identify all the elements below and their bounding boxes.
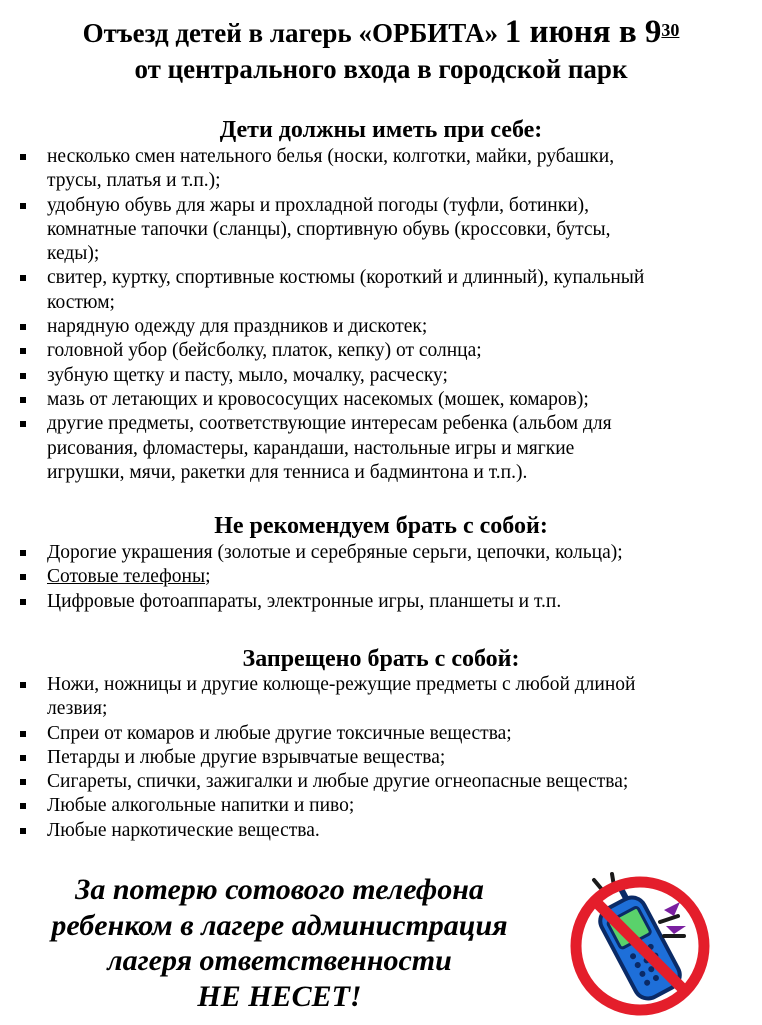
bullet-icon [20,373,26,379]
list-item: мазь от летающих и кровососущих насекомых (мошек, комаров); [18,388,718,412]
bullet-icon [20,574,26,580]
bullet-icon [20,550,26,556]
bullet-icon [20,203,26,209]
bullet-icon [20,348,26,354]
bullet-icon [20,397,26,403]
list-item: Сотовые телефоны; [18,565,718,589]
not-recommended-heading: Не рекомендуем брать с собой: [214,513,548,539]
bullet-icon [20,828,26,834]
list-item: удобную обувь для жары и прохладной погоды (туфли, ботинки), комнатные тапочки (сланцы), спортивную обувь (кроссовки, бутсы, кеды); [18,194,718,267]
bullet-icon [20,275,26,281]
departure-location: от центрального входа в городской парк [134,54,628,84]
must-have-list [18,145,718,485]
must-have-heading: Дети должны иметь при себе: [219,117,543,143]
bullet-icon [20,421,26,427]
forbidden-list [18,673,718,843]
list-item: Дорогие украшения (золотые и серебряные серьги, цепочки, кольца); [18,541,718,565]
list-item: Любые наркотические вещества. [18,819,718,843]
bullet-icon [20,682,26,688]
list-item: зубную щетку и пасту, мыло, мочалку, расческу; [18,364,718,388]
bullet-icon [20,755,26,761]
bullet-icon [20,154,26,160]
list-item: другие предметы, соответствующие интересам ребенка (альбом для рисования, фломастеры, карандаши, настольные игры и мягкие игрушки, мячи, ракетки для тенниса и бадминтона и т.п.). [18,412,718,485]
departure-title [0,12,762,56]
list-item: Сигареты, спички, зажигалки и любые другие огнеопасные вещества; [18,770,718,794]
list-item: головной убор (бейсболку, платок, кепку) от солнца; [18,339,718,363]
list-item: Спреи от комаров и любые другие токсичные вещества; [18,722,718,746]
list-item: Цифровые фотоаппараты, электронные игры, планшеты и т.п. [18,590,718,614]
bullet-icon [20,731,26,737]
responsibility-warning: За потерю сотового телефона ребенком в лагере администрация лагеря ответственности НЕ НЕСЕТ! [51,873,508,1013]
title-text: Отъезд детей в лагерь «ОРБИТА» [82,18,505,48]
bullet-icon [20,599,26,605]
list-item: свитер, куртку, спортивные костюмы (короткий и длинный), купальный костюм; [18,266,718,315]
title-date-time: 1 июня в 9 [504,14,662,50]
list-item: несколько смен нательного белья (носки, колготки, майки, рубашки, трусы, платья и т.п.); [18,145,718,194]
list-item: Ножи, ножницы и другие колюще-режущие предметы с любой длиной лезвия; [18,673,718,722]
title-minutes: 30 [661,20,680,40]
list-item: нарядную одежду для праздников и дискотек; [18,315,718,339]
list-item: Любые алкогольные напитки и пиво; [18,794,718,818]
bullet-icon [20,324,26,330]
no-mobile-phone-icon [556,870,724,1020]
not-recommended-list [18,541,718,614]
bullet-icon [20,803,26,809]
list-item: Петарды и любые другие взрывчатые вещества; [18,746,718,770]
forbidden-heading: Запрещено брать с собой: [242,646,520,672]
bullet-icon [20,779,26,785]
